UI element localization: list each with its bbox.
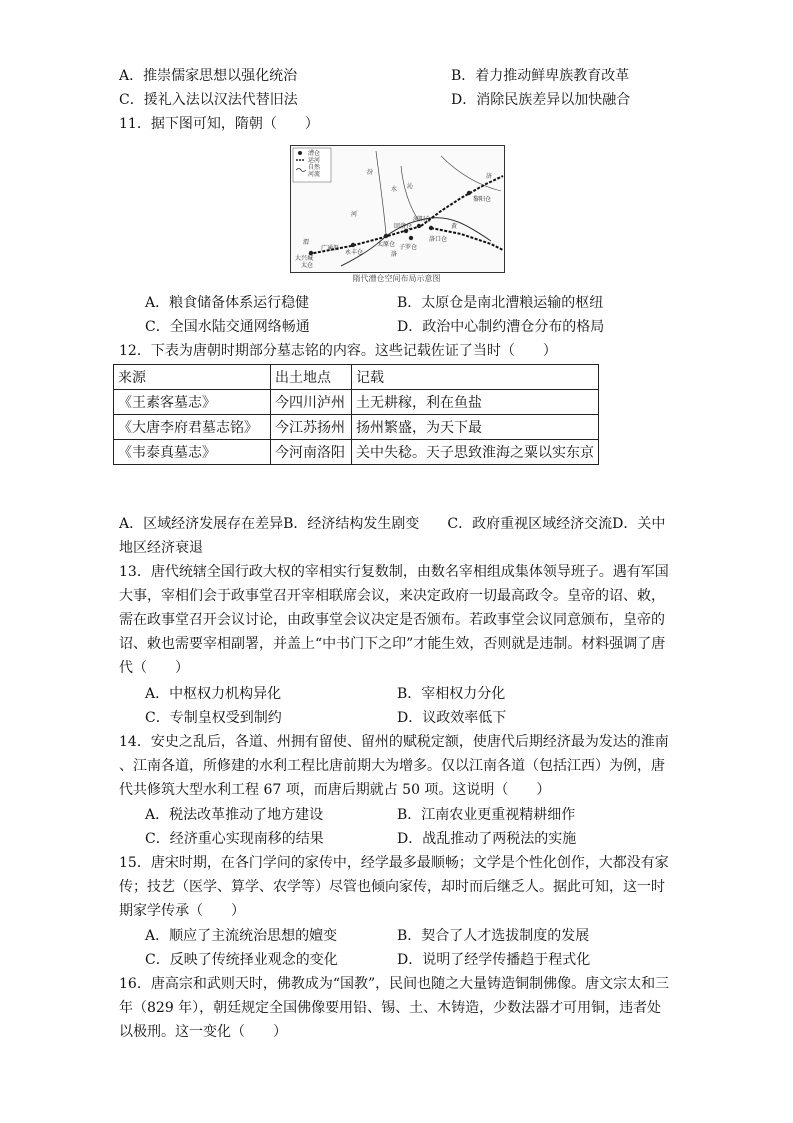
q14-option-b: B．江南农业更重视精耕细作 bbox=[397, 807, 576, 823]
map-caption: 隋代漕仓空间布局示意图 bbox=[352, 274, 441, 283]
label-luo: 洛 bbox=[391, 251, 398, 258]
q14-option-a: A．税法改革推动了地方建设 bbox=[145, 807, 324, 823]
ziluo-granary-icon bbox=[409, 236, 413, 240]
q16-line: 以极刑。这一变化（ ） bbox=[119, 1024, 287, 1040]
q14-option-d: D．战乱推动了两税法的实施 bbox=[397, 831, 577, 847]
q10-option-b: B．着力推动鲜卑族教育改革 bbox=[451, 68, 630, 84]
legend-granary: 漕仓 bbox=[308, 150, 321, 157]
label-wei: 渭 bbox=[303, 239, 310, 246]
q13-line: 诏、敕也需要宰相副署，并盖上“中书门下之印”才能生效，否则就是违制。材料强调了唐 bbox=[119, 636, 666, 652]
table-header-row bbox=[114, 365, 599, 390]
q13-option-a: A．中枢权力机构异化 bbox=[145, 686, 282, 702]
cell-source: 《大唐李府君墓志铭》 bbox=[114, 415, 271, 440]
cell-location: 今四川泸州 bbox=[271, 390, 352, 415]
cell-record: 扬州繁盛，为天下最 bbox=[352, 415, 599, 440]
q15-option-a: A．顺应了主流统治思想的嬗变 bbox=[145, 928, 338, 944]
label-shui: 水 bbox=[391, 186, 398, 193]
q12-options-line2: 地区经济衰退 bbox=[119, 540, 203, 556]
cell-location: 今河南洛阳 bbox=[271, 440, 352, 465]
q11-stem: 11．据下图可知，隋朝（ ） bbox=[119, 116, 319, 132]
label-luokou: 洛口仓 bbox=[429, 236, 448, 243]
label-huiluo: 回洛仓 bbox=[394, 223, 413, 230]
map-figure bbox=[291, 146, 504, 272]
q13-line: 需在政事堂召开会议讨论，由政事堂会议决定是否颁布。若政事堂会议同意颁布，皇帝的 bbox=[119, 612, 665, 628]
q12-options-line1: A．区域经济发展存在差异B．经济结构发生剧变 C．政府重视区域经济交流D．关中 bbox=[119, 516, 666, 532]
luokou-granary-icon bbox=[429, 226, 433, 230]
q13-option-d: D．议政效率低下 bbox=[397, 710, 507, 726]
sui-granary-map bbox=[290, 145, 505, 273]
label-heyang: 河阳仓 bbox=[413, 216, 432, 223]
q15-option-d: D．说明了经学传播趋于程式化 bbox=[397, 952, 591, 968]
cell-record: 土无耕稼，利在鱼盐 bbox=[352, 390, 599, 415]
q11-option-d: D．政治中心制约漕仓分布的格局 bbox=[397, 319, 605, 335]
q10-option-c: C．援礼入法以汉法代替旧法 bbox=[119, 92, 298, 108]
header-location: 出土地点 bbox=[271, 365, 352, 390]
q14-line: 14．安史之乱后，各道、州拥有留使、留州的赋税定额，使唐代后期经济最为发达的淮南 bbox=[119, 734, 669, 750]
label-fen: 汾 bbox=[367, 169, 374, 176]
legend-granary-icon bbox=[298, 151, 302, 155]
q13-option-c: C．专制皇权受到制约 bbox=[145, 710, 282, 726]
q10-option-d: D．消除民族差异以加快融合 bbox=[451, 92, 631, 108]
q14-line: 代共修筑大型水利工程 67 项，而唐后期就占 50 项。这说明（ ） bbox=[119, 782, 551, 798]
q13-option-b: B．宰相权力分化 bbox=[397, 686, 506, 702]
q13-line: 13．唐代统辖全国行政大权的宰相实行复数制，由数名宰相组成集体领导班子。遇有军国 bbox=[119, 564, 669, 580]
heyang-granary-icon bbox=[417, 224, 421, 228]
q14-line: 、江南各道，所修建的水利工程比唐前期大为增多。仅以江南各道（包括江西）为例，唐 bbox=[119, 758, 665, 774]
cell-location: 今江苏扬州 bbox=[271, 415, 352, 440]
legend-natural: 自然 bbox=[308, 164, 321, 171]
label-ji: 济 bbox=[486, 173, 493, 180]
q15-line: 15．唐宋时期，在各门学问的家传中，经学最多最顺畅；文学是个性化创作，大都没有家 bbox=[119, 855, 669, 871]
q13-line: 代（ ） bbox=[119, 660, 189, 676]
label-huang: 黄 bbox=[451, 223, 458, 230]
cell-source: 《王素客墓志》 bbox=[114, 390, 271, 415]
taiyuan-granary-icon bbox=[384, 234, 388, 238]
q13-line: 大事，宰相们会于政事堂召开宰相联席会议，来决定政府一切最高政令。皇帝的诏、敕， bbox=[119, 588, 665, 604]
q16-line: 年（829 年），朝廷规定全国佛像要用铅、锡、土、木铸造，少数法器才可用铜，违者处 bbox=[119, 1000, 662, 1016]
label-taiyuan: 太原仓 bbox=[377, 241, 396, 248]
liyang-granary-icon bbox=[467, 191, 471, 195]
label-guangtong: 广通渠 bbox=[321, 245, 340, 252]
q15-line: 期家学传承（ ） bbox=[119, 903, 245, 919]
table-row bbox=[114, 440, 599, 465]
q14-option-c: C．经济重心实现南移的结果 bbox=[145, 831, 324, 847]
legend-river: 河流 bbox=[308, 171, 321, 178]
legend-canal: 运河 bbox=[308, 157, 321, 164]
q16-line: 16．唐高宗和武则天时，佛教成为“国教”，民间也随之大量铸造铜制佛像。唐文宗太和三 bbox=[119, 976, 670, 992]
q15-option-b: B．契合了人才选拔制度的发展 bbox=[397, 928, 590, 944]
fen-river bbox=[376, 151, 386, 234]
q11-option-b: B．太原仓是南北漕粮运输的枢纽 bbox=[397, 295, 604, 311]
label-he: 河 bbox=[351, 211, 358, 218]
q12-table bbox=[113, 364, 599, 465]
q15-option-c: C．反映了传统择业观念的变化 bbox=[145, 952, 338, 968]
label-qin: 沁 bbox=[407, 183, 414, 190]
yongfeng-granary-icon bbox=[351, 243, 355, 247]
header-source: 来源 bbox=[114, 365, 271, 390]
label-liyang: 黎阳仓 bbox=[473, 196, 492, 203]
label-yongfeng: 永丰仓 bbox=[345, 249, 364, 256]
q15-line: 传；技艺（医学、算学、农学等）尽管也倾向家传，却时而后继乏人。据此可知，这一时 bbox=[119, 879, 665, 895]
header-record: 记载 bbox=[352, 365, 599, 390]
label-daxing: 大兴城 bbox=[295, 255, 314, 262]
qin-river bbox=[401, 166, 419, 221]
label-taicang: 太仓 bbox=[301, 262, 314, 269]
q12-stem: 12．下表为唐朝时期部分墓志铭的内容。这些记载佐证了当时（ ） bbox=[119, 343, 557, 359]
q10-option-a: A．推崇儒家思想以强化统治 bbox=[119, 68, 298, 84]
table-row bbox=[114, 390, 599, 415]
cell-source: 《韦泰真墓志》 bbox=[114, 440, 271, 465]
cell-record: 关中失稔。天子思致淮海之粟以实东京 bbox=[352, 440, 599, 465]
q11-option-c: C．全国水陆交通网络畅通 bbox=[145, 319, 310, 335]
label-ziluo: 子罗仓 bbox=[399, 244, 418, 251]
table-row bbox=[114, 415, 599, 440]
q11-option-a: A．粮食储备体系运行稳健 bbox=[145, 295, 310, 311]
